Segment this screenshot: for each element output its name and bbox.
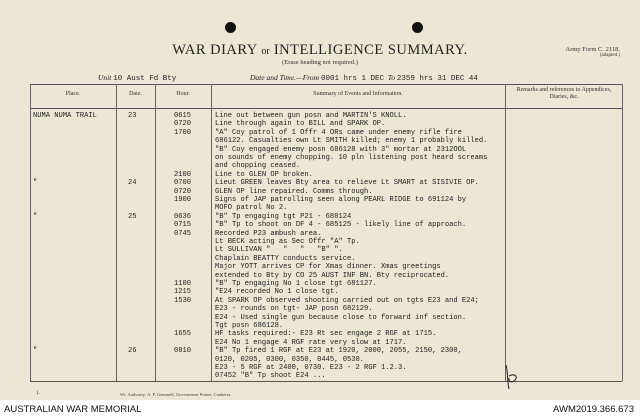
header-rule [30, 108, 622, 109]
title-rest: INTELLIGENCE SUMMARY. [273, 42, 468, 58]
entry-hour: 0715 [174, 221, 192, 230]
date-from: 0001 hrs 1 DEC [320, 75, 384, 83]
entry-text: Lieut GREEN leaves Bty area to relieve Lt SMART at SISIVIE OP. [215, 179, 479, 188]
entry-hour: 1655 [174, 330, 192, 339]
entry-date: 26 [128, 347, 137, 356]
entry-hour: 0720 [174, 187, 192, 196]
entry-text: Line through again to BILL and SPARK OP. [215, 120, 386, 129]
punch-hole [225, 22, 236, 33]
entry-text: Lt SULLIVAN " " " "B" ". [215, 246, 343, 255]
entry-text: "E24 recorded No 1 close tgt. [215, 288, 339, 297]
entry-hour: 1900 [174, 196, 192, 204]
entry-date: 25 [128, 212, 137, 221]
entry-hour: 0700 [174, 179, 192, 188]
entry-text: 686122. Casualties own Lt SMITH killed; enemy 1 probably killed. [215, 137, 488, 146]
entry-text: E24 - Used single gun because close to forward inf section. [215, 313, 467, 322]
entry-date: 23 [128, 112, 137, 120]
form-title [0, 42, 640, 59]
entry-text: At SPARK OP observed shooting carried out on tgts E23 and E24; [215, 296, 479, 305]
entry-text: Major YOTT arrives CP for Xmas dinner. Xmas greetings [215, 263, 441, 272]
entry-text: Signs of JAP patrolling seen along PEARL RIDGE to 691124 by [215, 196, 467, 204]
date-to-label: To [387, 73, 395, 82]
form-adapted: (adapted.) [599, 53, 620, 58]
entry-hour: 1700 [174, 128, 192, 137]
column-rule [155, 84, 156, 381]
entry-place: NUMA NUMA TRAIL [33, 112, 97, 120]
entry-text: "A" Coy patrol of 1 Offr 4 ORs came under enemy rifle fire [215, 128, 462, 137]
entry-text: "B" Tp engaging No 1 close tgt 681127. [215, 280, 377, 288]
entry-text: E24 No 1 engage 4 RGF rate very slow at 1717. [215, 338, 407, 347]
unit-line [98, 73, 176, 83]
form-number [566, 46, 620, 58]
entry-text: E23 - rounds on tgt- JAP posn 682129. [215, 305, 373, 314]
date-line [250, 73, 478, 83]
title-or: or [261, 46, 270, 57]
entry-text: HF tasks required:- E23 Rt sec engage 2 RGF at 1715. [215, 330, 437, 339]
form-number-text: Army Form C. 2118. [565, 46, 620, 53]
entry-hour: 1100 [174, 280, 192, 288]
header-date: Date. [129, 91, 142, 97]
credit-institution: AUSTRALIAN WAR MEMORIAL [4, 404, 142, 415]
header-place: Place. [65, 91, 81, 97]
entry-text: E23 - 5 RGF at 2400, 0730. E23 - 2 RGF 1.2.3. [215, 364, 407, 372]
entry-text: Tgt posn 686128. [215, 322, 284, 330]
unit-value: 10 Aust Fd Bty [113, 75, 177, 83]
entry-text: "B" Tp to shoot on DF 4 - 685125 - likely line of approach. [215, 221, 467, 230]
date-to: 2359 hrs 31 DEC 44 [396, 75, 478, 83]
entry-hour: 0810 [174, 347, 192, 356]
entry-text: "B" Coy engaged enemy posn 686128 with 3" mortar at 2312OOL [215, 145, 467, 154]
title-main: WAR DIARY [172, 42, 258, 58]
entry-text: Line out between gun posn and MARTIN'S KNOLL. [215, 112, 407, 120]
entry-hour: 0615 [174, 112, 192, 120]
column-rule [116, 84, 117, 381]
entry-place: " [33, 179, 38, 188]
entry-text: extended to Bty by CO 25 AUST INF BN. Bty reciprocated. [215, 271, 450, 280]
entry-text: Lt BECK acting as Sec Offr "A" Tp. [215, 238, 360, 246]
entry-text: GLEN OP line repaired. Comms through. [215, 187, 373, 196]
punch-hole [412, 22, 423, 33]
header-remarks: Remarks and references to Appendices, Diaries, &c. [516, 87, 612, 100]
page-number: 1. [36, 391, 40, 396]
column-rule [622, 84, 623, 381]
unit-label: Unit [98, 73, 112, 82]
entry-text: on sounds of enemy chopping. 10 pln listening post heard screams [215, 154, 488, 162]
entry-hour: 1215 [174, 288, 192, 297]
header-hour: Hour. [176, 91, 190, 97]
table-bottom-rule [30, 381, 622, 382]
date-label: Date and Time.—From [250, 73, 320, 82]
header-summary: Summary of Events and Information. [313, 91, 403, 97]
entry-text: "B" Tp engaging tgt P21 - 688124 [215, 212, 352, 221]
form-subtitle: (Erase heading not required.) [282, 59, 358, 66]
entry-text: 0120, 0205, 0300, 0350, 0445, 0530. [215, 355, 364, 364]
column-rule [30, 84, 31, 381]
entry-text: MOFO patrol No 2. [215, 204, 288, 213]
column-rule [505, 84, 506, 381]
entry-hour: 2100 [174, 170, 192, 179]
entry-hour: 0745 [174, 229, 192, 238]
entry-text: and chopping ceased. [215, 162, 301, 171]
entry-text: Line to GLEN OP broken. [215, 170, 313, 179]
entry-text: "B" Tp fired 1 RGF at E23 at 1920, 2000, 2055, 2150, 2300, [215, 347, 462, 356]
credit-accession: AWM2019.366.673 [553, 404, 634, 415]
column-rule [211, 84, 212, 381]
entry-hour: 0636 [174, 212, 192, 221]
entry-place: " [33, 212, 38, 221]
entry-text: 07452 "B" Tp shoot E24 ... [215, 372, 326, 381]
handwritten-initial [500, 362, 522, 392]
entry-date: 24 [128, 179, 137, 188]
entry-hour: 1530 [174, 296, 192, 305]
table-top-rule [30, 84, 622, 85]
entry-text: Chaplain BEATTY conducts service. [215, 254, 356, 263]
printer-footnote: Wt. Authority: A. P. Gemmell, Government Printer, Canberra. [120, 392, 232, 397]
entry-hour: 0720 [174, 120, 192, 129]
entry-text: Recorded P23 ambush area. [215, 229, 322, 238]
entry-place: " [33, 347, 38, 356]
